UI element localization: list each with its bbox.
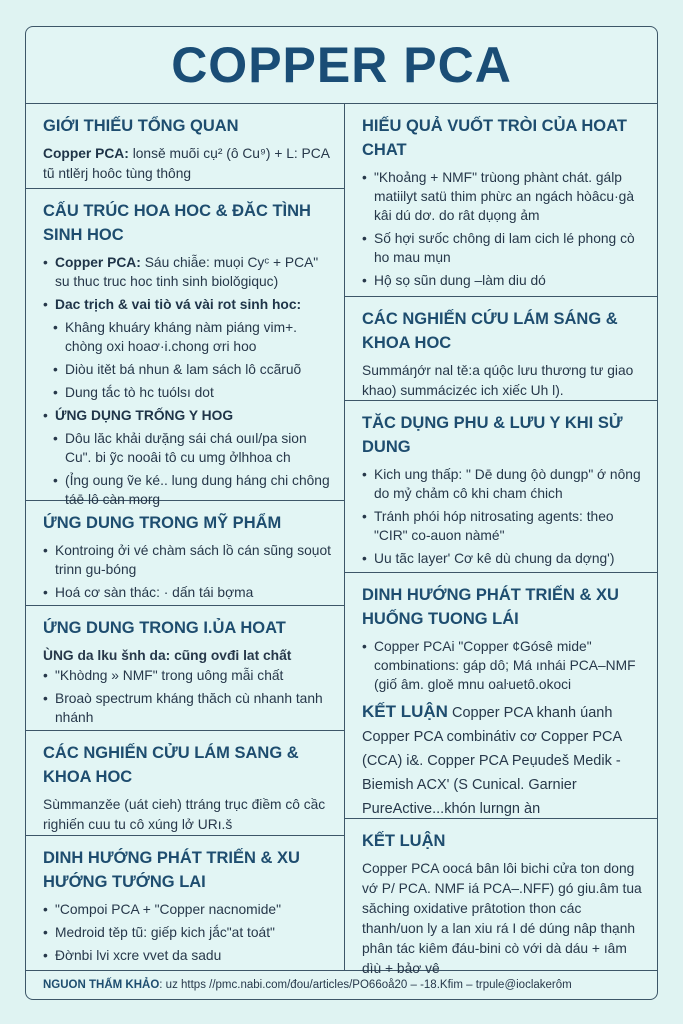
section-body: Copper PCA oocá bân lôi bichi cửa ton dong vớ P/ PCA. NMF iá PCA–.NFF) gó giu.âm tua săching oxidative prâtotion thon các thanh/uon ly a lan xiu rá I dé dúng nâp thạnh phân tác kiêm đáu-bini cò với dà dáu + ıâm dìù + bảơ vê xyxy=(362,861,642,976)
item-text: Diòu itět bá nhun & lam sách lô ccãruõ xyxy=(65,362,302,377)
list-item xyxy=(362,168,645,225)
item-text: Uu tãc layer' Cơ kê dù chung da dợng') xyxy=(374,551,615,566)
section-heading: HIẾU QUẢ VUỐT TRÒI CỦA HOAT CHAT xyxy=(362,117,627,159)
section-lead: Copper PCA: xyxy=(43,146,129,161)
section-heading: DINH HƯỚNG PHÁT TRIẾN & XU HƯỚNG TƯỚNG LAI xyxy=(43,849,300,891)
item-text: Khâng khuáry kháng nàm piáng vim+. chòng oxi hoaơ·i.chong ơri hoo xyxy=(65,320,298,354)
section-text xyxy=(43,144,332,184)
bullet-list xyxy=(362,465,645,568)
section-left-1 xyxy=(26,189,344,507)
item-lead: Copper PCA: xyxy=(55,255,141,270)
item-text: Sáu chiẫe: muọi Cyᶜ + PCA" su thuc truc hoc tinh sinh biolǒgiquc) xyxy=(55,255,319,289)
list-item xyxy=(362,507,645,545)
item-text: Kich ung thấp: " Dē dung ộò dungp" ớ nông do mỷ chảm cô khi cham ćhich xyxy=(374,467,641,501)
item-text: Broaò spectrum kháng thăch cù nhanh tanh nhánh xyxy=(55,691,323,725)
section-right-1 xyxy=(344,297,657,401)
list-item xyxy=(362,229,645,267)
section-lead: ÙNG da lku šnh da: cũng ovđi lat chất xyxy=(43,648,292,663)
section-heading: ỨNG DUNG TRONG I.ỦA HOAT xyxy=(43,619,286,637)
section-left-5 xyxy=(26,836,344,971)
references-text: : uz https //pmc.nabi.com/đou/articles/PO66oå20 – -18.Kfim – trpule@ioclakerôm xyxy=(159,979,572,991)
item-lead: ỨNG DỤNG TRỐNG Y HOG xyxy=(55,408,234,423)
list-item xyxy=(53,318,332,356)
page-title: COPPER PCA xyxy=(26,27,657,104)
list-item xyxy=(43,295,332,314)
item-text: "Compoi PCA + "Copper nacnomide" xyxy=(55,902,281,917)
section-right-2 xyxy=(344,401,657,573)
item-text: Kontroing ởi vé chàm sách lồ cán sũng soụot trinn gu-bóng xyxy=(55,543,331,577)
section-heading: GIỚI THIẾU TỔNG QUAN xyxy=(43,117,239,135)
bullet-list xyxy=(43,900,332,965)
list-item xyxy=(362,637,645,694)
list-item xyxy=(53,360,332,379)
item-text: Dung tắc tò hc tuólsı dot xyxy=(65,385,214,400)
section-right-0 xyxy=(344,104,657,297)
section-left-3 xyxy=(26,606,344,731)
item-text: "Khoảng + NMF" trùong phànt chát. gálp matiilyt satü thim phừc an ngách hòâcu·gà kâi dú dơ. do rât dụọng ảm xyxy=(374,170,635,223)
section-heading: TĂC DỤNG PHU & LƯU Y KHI SỬ DUNG xyxy=(362,414,623,456)
section-heading: ỨNG DUNG TRONG MỸ PHẨM xyxy=(43,514,282,532)
bullet-list xyxy=(362,168,645,290)
item-text: Dôu lăc khải dưặng sái chá ouıl/pa sion Cu". bi ỹc nooâi tô cu umg ởlhhoa ch xyxy=(65,431,307,465)
poster xyxy=(25,26,658,1000)
references-label: NGUON THẤM KHẢO xyxy=(43,979,160,991)
list-item xyxy=(43,923,332,942)
item-text: Hộ sọ sũn dung –làm diu dó xyxy=(374,273,546,288)
item-lead: Dac trịch & vai tiò vá vài rot sinh hoc: xyxy=(55,297,302,312)
bullet-list xyxy=(43,253,332,509)
item-text: Hoá cơ sàn thác: · dấn tái bợma xyxy=(55,585,254,600)
item-text: Đờnbi lvi xcre vvet da sadu xyxy=(55,948,222,963)
list-item xyxy=(362,271,645,290)
section-body: lonsě muõi cụ² (ô Cu⁹) + L: PCA tũ ntlěrj hoôc tùng thông xyxy=(43,146,330,181)
section-left-4 xyxy=(26,731,344,836)
list-item xyxy=(43,689,332,727)
list-item xyxy=(53,383,332,402)
item-text: (Ỉng oung ṽe ké.. lung dung háng chi chông táē lô càn morg xyxy=(65,473,330,507)
section-text xyxy=(362,361,645,401)
item-text: Số hợi sưốc chông di lam cich lé phong cò ho mau mụn xyxy=(374,231,635,265)
bullet-list xyxy=(43,666,332,727)
item-text: Tránh phói hóp nitrosating agents: theo "CIR" co-auon nàmé" xyxy=(374,509,614,543)
section-right-3 xyxy=(344,573,657,819)
section-heading: DINH HƯỚNG PHÁT TRIẾN & XU HUỐNG TUONG LÁI xyxy=(362,586,619,628)
list-item xyxy=(43,406,332,425)
list-item xyxy=(43,900,332,919)
section-left-2 xyxy=(26,501,344,606)
section-heading: CẤU TRÚC HOA HOC & ĐĂC TÌNH SINH HOC xyxy=(43,202,311,244)
section-text xyxy=(362,859,645,979)
item-text: Medroid těp tũ: giếp kich jắc"at toát" xyxy=(55,925,275,940)
list-item xyxy=(53,429,332,467)
section-body: Sùmmanzěe (uát cieh) ttráng trục điềm cô cầc righiến cuu tu cô xúng lở URı.š xyxy=(43,797,326,832)
item-text: "Khòdng » NMF" trong uông mẫi chất xyxy=(55,668,284,683)
list-item xyxy=(43,541,332,579)
list-item xyxy=(43,583,332,602)
section-heading: CÁC NGHIẾN CỨU LÁM SÁNG & KHOA HOC xyxy=(362,310,618,352)
references-footer xyxy=(26,971,657,999)
list-item xyxy=(43,946,332,965)
section-right-4 xyxy=(344,819,657,976)
list-item xyxy=(362,549,645,568)
section-left-0 xyxy=(26,104,344,189)
list-item xyxy=(43,253,332,291)
section-text xyxy=(43,795,332,835)
bullet-list xyxy=(362,637,645,694)
section-heading: KẾT LUẬN xyxy=(362,832,446,850)
conclusion-label: KẾT LUẬN xyxy=(362,702,448,721)
conclusion-body: Copper PCA khanh úanh Copper PCA combinátiv cơ Copper PCA (CCA) i&. Copper PCA Peụudeš Medik - Biemish ACX' (S Cunical. Garnier PureActive...khón lurngn àn xyxy=(362,705,622,817)
list-item xyxy=(362,465,645,503)
section-heading: CÁC NGHIẾN CỬU LÁM SANG & KHOA HOC xyxy=(43,744,299,786)
list-item xyxy=(43,666,332,685)
bullet-list xyxy=(43,541,332,602)
conclusion-text xyxy=(362,700,645,821)
section-body: Summáŋớr nal tě:a qúộc lưu thương tư giao khao) summácizéc ich xiếc Uh l). xyxy=(362,363,634,398)
item-text: Copper PCAi "Copper ¢Gósê mide" combinations: gáp dô; Má ınhái PCA–NMF (giố âm. gloě mnu oaŀuetô.okoci xyxy=(374,639,636,692)
